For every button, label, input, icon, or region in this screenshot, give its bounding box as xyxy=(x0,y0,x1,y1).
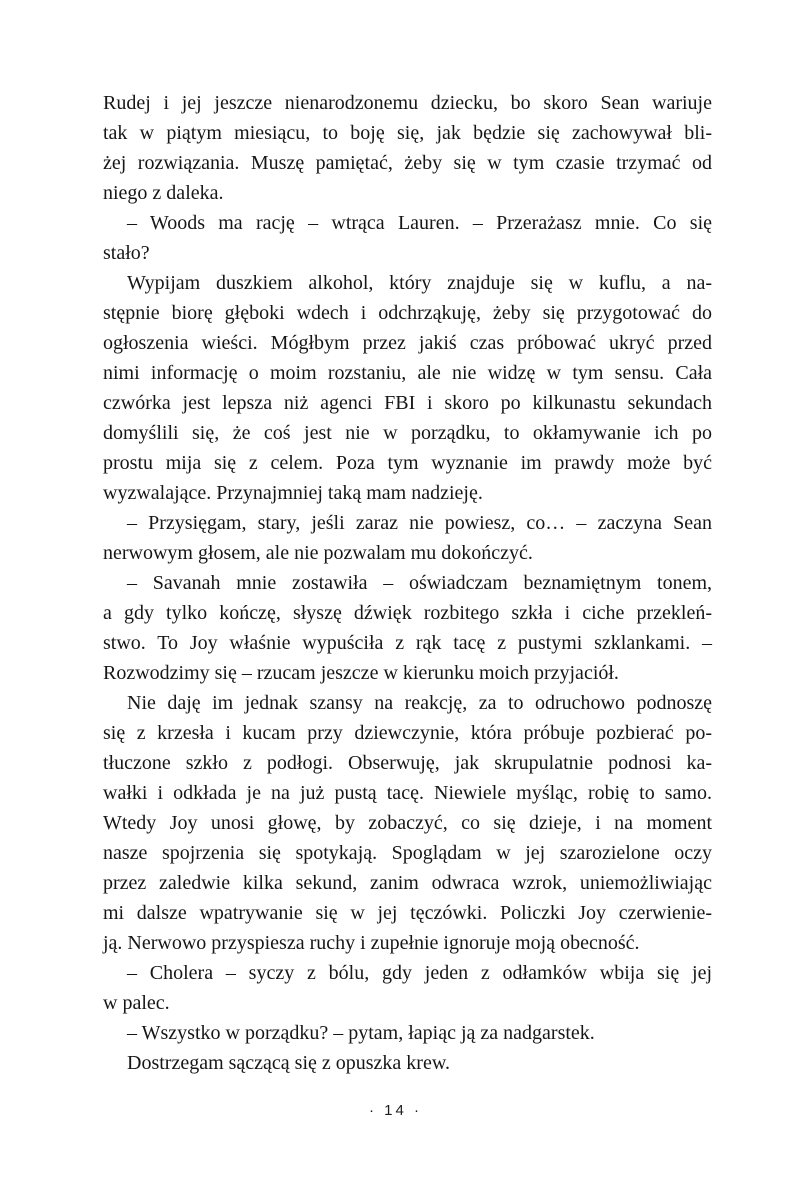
text-line: nasze spojrzenia się spotykają. Spoglądam w jej szarozielone oczy xyxy=(103,842,712,864)
text-line: tłuczone szkło z podłogi. Obserwuję, jak skrupulatnie podnosi ka- xyxy=(103,752,712,774)
text-line: nerwowym głosem, ale nie pozwalam mu dokończyć. xyxy=(103,542,533,564)
paragraph xyxy=(103,88,712,208)
paragraph xyxy=(103,508,712,568)
text-line: wyzwalające. Przynajmniej taką mam nadzieję. xyxy=(103,482,483,504)
text-line: a gdy tylko kończę, słyszę dźwięk rozbitego szkła i ciche przekleń- xyxy=(103,602,712,624)
paragraph xyxy=(103,568,712,688)
text-line: domyślili się, że coś jest nie w porządku, to okłamywanie ich po xyxy=(103,422,712,444)
text-line: mi dalsze wpatrywanie się w jej tęczówki. Policzki Joy czerwienie- xyxy=(103,902,712,924)
paragraph xyxy=(103,1018,712,1048)
text-line: stwo. To Joy właśnie wypuściła z rąk tacę z pustymi szklankami. – xyxy=(103,632,712,654)
text-line: – Przysięgam, stary, jeśli zaraz nie powiesz, co… – zaczyna Sean xyxy=(127,512,712,534)
text-line: stało? xyxy=(103,242,150,264)
text-line: wałki i odkłada je na już pustą tacę. Niewiele myśląc, robię to samo. xyxy=(103,782,712,804)
paragraph xyxy=(103,1048,712,1078)
text-line: się z krzesła i kucam przy dziewczynie, która próbuje pozbierać po- xyxy=(103,722,712,744)
text-line: Dostrzegam sączącą się z opuszka krew. xyxy=(127,1052,450,1074)
text-line: Nie daję im jednak szansy na reakcję, za to odruchowo podnoszę xyxy=(127,692,712,714)
text-line: – Savanah mnie zostawiła – oświadczam beznamiętnym tonem, xyxy=(127,572,712,594)
text-line: – Wszystko w porządku? – pytam, łapiąc ją za nadgarstek. xyxy=(127,1022,595,1044)
text-line: ją. Nerwowo przyspiesza ruchy i zupełnie ignoruje moją obecność. xyxy=(103,932,640,954)
text-line: niego z daleka. xyxy=(103,182,224,204)
text-line: ogłoszenia wieści. Mógłbym przez jakiś czas próbować ukryć przed xyxy=(103,332,712,354)
text-line: prostu mija się z celem. Poza tym wyznanie im prawdy może być xyxy=(103,452,712,474)
text-line: Rudej i jej jeszcze nienarodzonemu dziecku, bo skoro Sean wariuje xyxy=(103,92,712,114)
text-line: w palec. xyxy=(103,992,170,1014)
paragraph xyxy=(103,208,712,268)
text-line: przez zaledwie kilka sekund, zanim odwraca wzrok, uniemożliwiając xyxy=(103,872,712,894)
text-line: tak w piątym miesiącu, to boję się, jak będzie się zachowywał bli- xyxy=(103,122,712,144)
text-line: – Woods ma rację – wtrąca Lauren. – Przerażasz mnie. Co się xyxy=(127,212,712,234)
text-line: Wypijam duszkiem alkohol, który znajduje się w kuflu, a na- xyxy=(127,272,712,294)
page-text-block xyxy=(103,88,712,1078)
text-line: Rozwodzimy się – rzucam jeszcze w kierunku moich przyjaciół. xyxy=(103,662,619,684)
text-line: czwórka jest lepsza niż agenci FBI i skoro po kilkunastu sekundach xyxy=(103,392,712,414)
paragraph xyxy=(103,268,712,508)
text-line: nimi informację o moim rozstaniu, ale nie widzę w tym sensu. Cała xyxy=(103,362,712,384)
paragraph xyxy=(103,958,712,1018)
paragraph xyxy=(103,688,712,958)
text-line: – Cholera – syczy z bólu, gdy jeden z odłamków wbija się jej xyxy=(127,962,712,984)
text-line: Wtedy Joy unosi głowę, by zobaczyć, co się dzieje, i na moment xyxy=(103,812,712,834)
page-number: · 14 · xyxy=(368,1102,422,1119)
text-line: żej rozwiązania. Muszę pamiętać, żeby się w tym czasie trzymać od xyxy=(103,152,712,174)
text-line: stępnie biorę głęboki wdech i odchrząkuję, żeby się przygotować do xyxy=(103,302,712,324)
